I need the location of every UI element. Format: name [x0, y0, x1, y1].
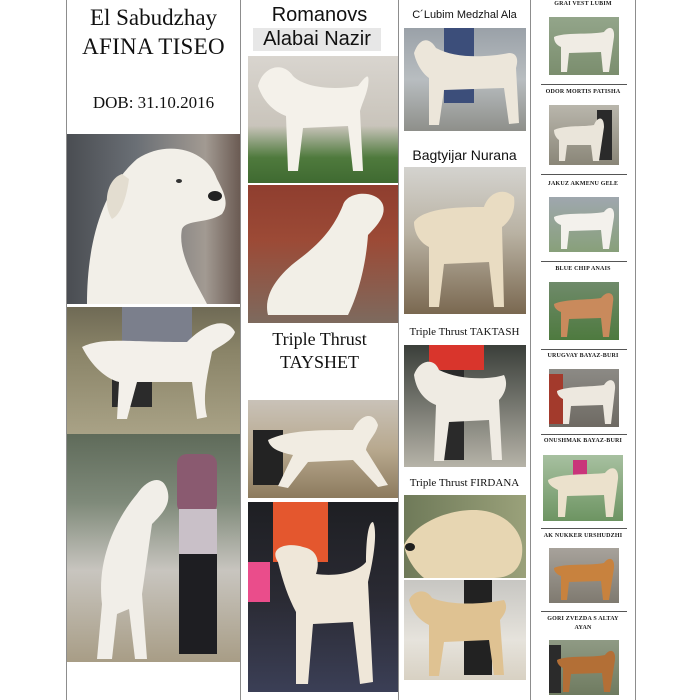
- granddam-label: Bagtyijar Nurana: [412, 147, 517, 163]
- sire-stand-photo: [248, 56, 398, 183]
- dam-show-photo: [248, 502, 398, 692]
- grandsire-label: C´Lubim Medzhal Ala: [412, 9, 517, 21]
- ggp-label: GORI ZVEZDA S ALTAY: [547, 616, 619, 622]
- sire-name-line1: Romanovs: [271, 4, 368, 26]
- divider: [541, 84, 627, 85]
- ggp-label: JAKUZ AKMENU GELE: [547, 181, 619, 187]
- ggp-label: ONUSHMAK BAYAZ-BURI: [543, 438, 623, 444]
- ggp-label: URUGVAY BAYAZ-BURI: [547, 353, 619, 359]
- grandparent-taktash-photo: [404, 345, 526, 467]
- divider: [541, 528, 627, 529]
- dam-name-line1: Triple Thrust: [272, 329, 367, 349]
- ggp-label: GRAI VEST LUBIM: [554, 1, 612, 7]
- column-grandparents: [399, 0, 530, 700]
- ggp-photo: [549, 548, 619, 603]
- ggp-photo: [549, 640, 619, 695]
- sire-name-line2: Alabai Nazir: [253, 28, 381, 51]
- divider: [541, 349, 627, 350]
- pedigree-collage: [66, 0, 636, 700]
- grandparent-firdana-head-photo: [404, 495, 526, 578]
- column-parents: [241, 0, 398, 700]
- ggp-photo: [549, 369, 619, 427]
- ggp-photo: [549, 282, 619, 340]
- divider: [541, 611, 627, 612]
- column-dog: [67, 0, 240, 700]
- granddam-photo: [404, 167, 526, 314]
- column-great-grandparents: [531, 0, 635, 700]
- dog-name-line1: El Sabudzhay: [89, 5, 218, 30]
- ggp-photo: [549, 105, 619, 165]
- column-divider: [635, 0, 636, 700]
- ggp-photo: [549, 197, 619, 252]
- dog-jumping-photo: [67, 434, 240, 662]
- grandparent-label-firdana: Triple Thrust FIRDANA: [409, 477, 520, 489]
- grandparent-firdana-stand-photo: [404, 580, 526, 680]
- ggp-label: ODOR MORTIS PATISHA: [545, 89, 621, 95]
- sire-sit-photo: [248, 185, 398, 323]
- grandsire-photo: [404, 28, 526, 131]
- dam-gait-photo: [248, 400, 398, 498]
- ggp-photo: [549, 17, 619, 75]
- ggp-label: AK NUKKER URSHUDZHI: [543, 533, 623, 539]
- dog-stack-photo: [67, 307, 240, 434]
- grandparent-label-taktash: Triple Thrust TAKTASH: [409, 326, 520, 338]
- divider: [541, 174, 627, 175]
- date-of-birth: DOB: 31.10.2016: [92, 93, 215, 112]
- ggp-label: BLUE CHIP ANAIS: [555, 266, 611, 272]
- divider: [541, 434, 627, 435]
- dog-head-photo: [67, 134, 240, 304]
- ggp-label: AYAN: [574, 625, 592, 631]
- divider: [541, 261, 627, 262]
- dog-name-line2: AFINA TISEO: [82, 34, 225, 59]
- ggp-photo: [543, 455, 623, 521]
- dam-name-line2: TAYSHET: [280, 352, 359, 372]
